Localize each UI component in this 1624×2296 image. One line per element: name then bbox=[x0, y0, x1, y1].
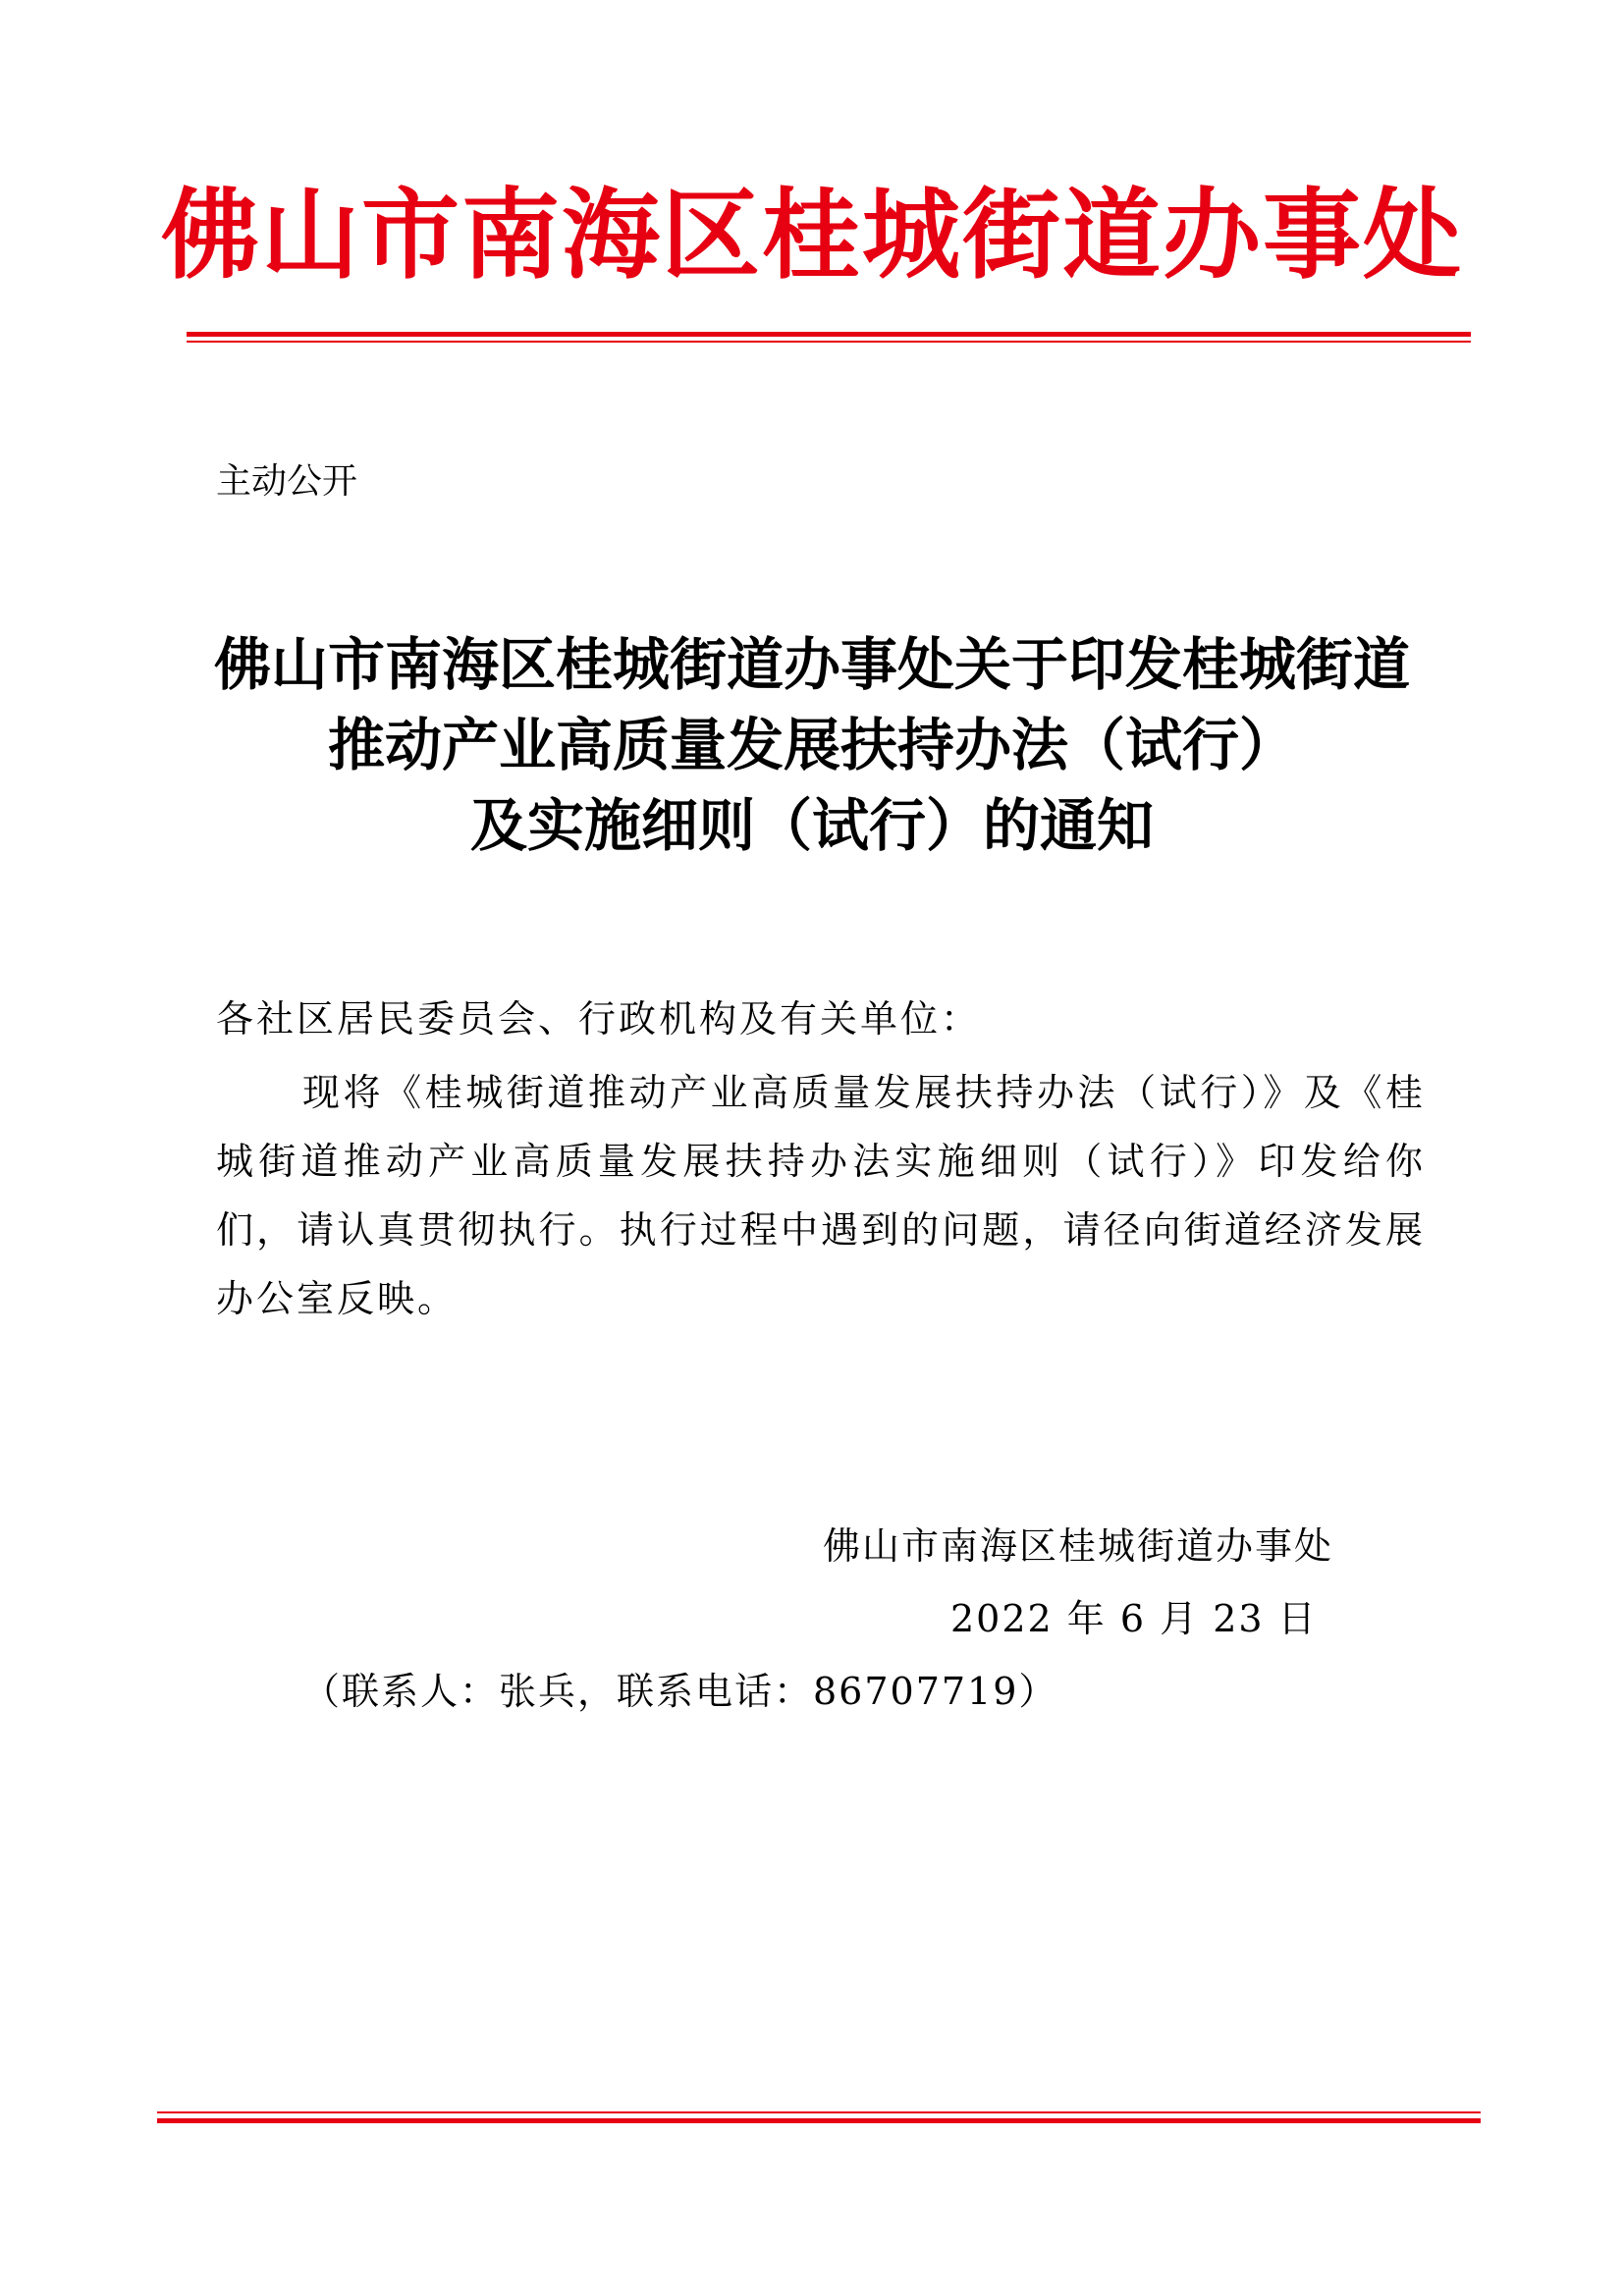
document-title bbox=[0, 624, 1624, 866]
letterhead-title: 佛山市南海区桂城街道办事处 bbox=[161, 178, 1463, 293]
disclosure-label: 主动公开 bbox=[216, 461, 358, 502]
letterhead-divider-thin bbox=[187, 341, 1471, 343]
salutation: 各社区居民委员会、行政机构及有关单位： bbox=[216, 997, 982, 1041]
document-title-line-2: 推动产业高质量发展扶持办法（试行） bbox=[327, 712, 1296, 778]
contact-info: （联系人：张兵，联系电话：86707719） bbox=[302, 1670, 1058, 1713]
signature-organization: 佛山市南海区桂城街道办事处 bbox=[823, 1524, 1334, 1568]
document-title-line-3: 及实施细则（试行）的通知 bbox=[469, 792, 1154, 859]
document-title-line-1: 佛山市南海区桂城街道办事处关于印发桂城街道 bbox=[213, 631, 1410, 698]
signature-date: 2022 年 6 月 23 日 bbox=[950, 1597, 1318, 1640]
footer-divider-thick bbox=[157, 2118, 1481, 2123]
letterhead-divider-thick bbox=[187, 332, 1471, 337]
body-paragraph: 现将《桂城街道推动产业高质量发展扶持办法（试行）》及《桂城街道推动产业高质量发展扶持办法实施细则（试行）》印发给你们，请认真贯彻执行。执行过程中遇到的问题，请径向街道经济发展办公室反映。 bbox=[216, 1071, 1426, 1320]
footer-divider-thin bbox=[157, 2111, 1481, 2113]
